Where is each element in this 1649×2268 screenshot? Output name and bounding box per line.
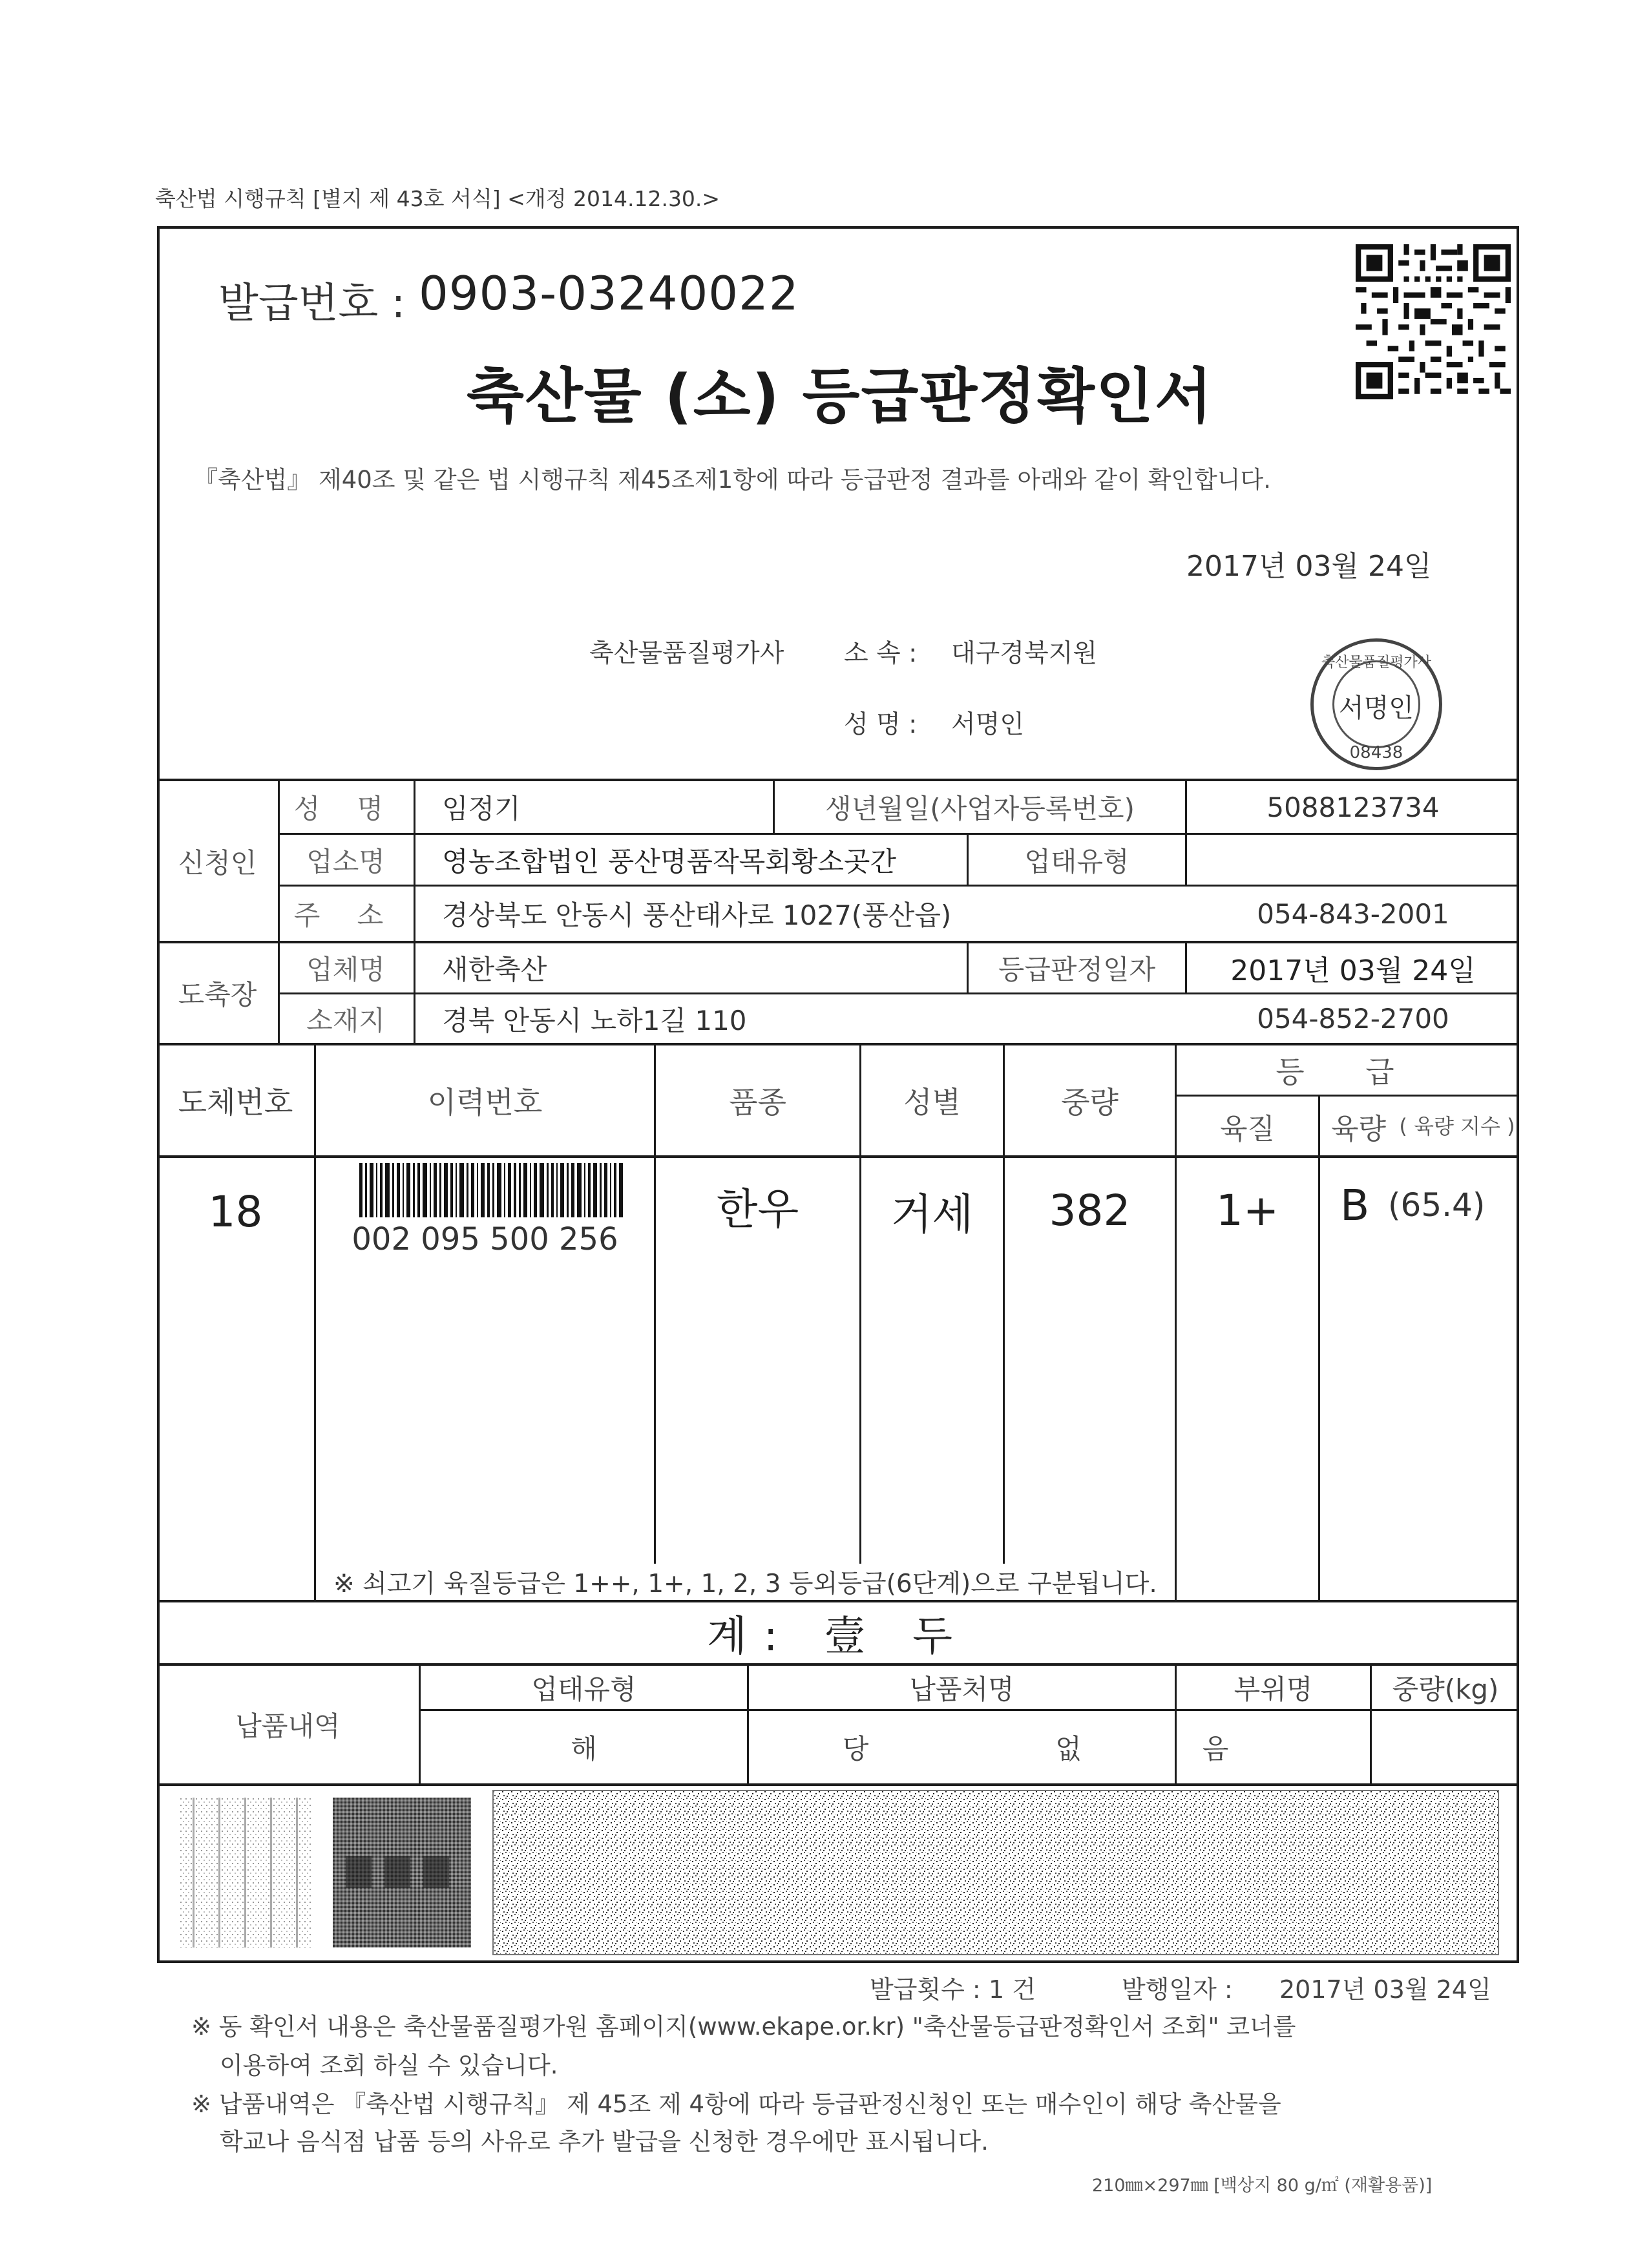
footnote-1: ※ 동 확인서 내용은 축산물품질평가원 홈페이지(www.ekape.or.kr) "축산물등급판정확인서 조회" 코너를 <box>191 2013 1296 2041</box>
applicant-business-label: 업소명 <box>306 845 385 877</box>
footnote-2-cont: 학교나 음식점 납품 등의 사유로 추가 발급을 신청한 경우에만 표시됩니다. <box>220 2128 989 2156</box>
stamp-bottom-text: 08438 <box>1349 743 1403 762</box>
slaughterhouse-company: 새한축산 <box>442 954 547 985</box>
applicant-section-label: 신청인 <box>178 846 257 879</box>
rule-delivery-bottom <box>157 1783 1519 1786</box>
rule-carcass-header-bottom <box>157 1155 1519 1158</box>
issue-count-label: 발급횟수 : <box>870 1975 981 2004</box>
applicant-business-type-label: 업태유형 <box>1024 845 1129 877</box>
applicant-phone: 054-843-2001 <box>1257 898 1449 930</box>
delivery-empty-2: 당 <box>842 1733 869 1765</box>
applicant-name-label: 성 명 <box>293 793 398 824</box>
footnote-2: ※ 납품내역은 『축산법 시행규칙』 제 45조 제 4항에 따라 등급판정신청인 또는 매수인이 해당 축산물을 <box>191 2090 1281 2118</box>
th-weight: 중량 <box>1061 1085 1119 1120</box>
vrule-label <box>414 779 415 1043</box>
cell-weight: 382 <box>1049 1185 1131 1235</box>
slaughterhouse-phone: 054-852-2700 <box>1257 1003 1449 1034</box>
stamp-center-text: 서명인 <box>1339 693 1414 723</box>
vrule-carcass-6 <box>1318 1095 1320 1600</box>
issue-count: 1 건 <box>989 1975 1036 2004</box>
grader-name: 서명인 <box>951 710 1025 739</box>
applicant-address: 경상북도 안동시 풍산태사로 1027(풍산읍) <box>442 899 952 931</box>
applicant-name: 임정기 <box>442 793 521 824</box>
cell-yield-index: (65.4) <box>1388 1186 1486 1224</box>
form-reference: 축산법 시행규칙 [별지 제 43호 서식] <개정 2014.12.30.> <box>155 186 720 211</box>
grader-name-label: 성 명 : <box>844 710 918 739</box>
delivery-th-part: 부위명 <box>1234 1673 1313 1705</box>
cell-sex: 거세 <box>890 1189 974 1239</box>
delivery-th-recipient: 납품처명 <box>909 1673 1014 1705</box>
delivery-th-business-type: 업태유형 <box>531 1673 636 1705</box>
th-meat-quality: 육질 <box>1219 1112 1275 1146</box>
grade-note: ※ 쇠고기 육질등급은 1++, 1+, 1, 2, 3 등외등급(6단계)으로 구분됩니다. <box>333 1564 1160 1600</box>
security-pattern-3 <box>492 1790 1499 1955</box>
security-pattern-2 <box>333 1798 471 1948</box>
th-breed: 품종 <box>729 1085 786 1120</box>
th-sex: 성별 <box>903 1085 961 1120</box>
slaughterhouse-location: 경북 안동시 노하1길 110 <box>442 1004 747 1036</box>
cell-carcass-no: 18 <box>208 1186 263 1237</box>
delivery-th-weight: 중량(kg) <box>1392 1673 1499 1705</box>
cell-yield-grade: B <box>1340 1180 1370 1230</box>
th-carcass-no: 도체번호 <box>178 1085 293 1120</box>
security-pattern-1 <box>180 1798 312 1948</box>
applicant-business-type <box>1187 835 1519 885</box>
applicant-business: 영농조합법인 풍산명품작목회황소곳간 <box>442 845 897 877</box>
legal-text: 『축산법』 제40조 및 같은 법 시행규칙 제45조제1항에 따라 등급판정 결과를 아래와 같이 확인합니다. <box>194 466 1272 494</box>
paper-spec: 210㎜×297㎜ [백상지 80 g/㎡ (재활용품)] <box>1092 2176 1433 2196</box>
th-grade: 등 급 <box>1276 1055 1420 1089</box>
delivery-section-label: 납품내역 <box>235 1710 341 1742</box>
cell-trace-no: 002 095 500 256 <box>352 1221 618 1257</box>
barcode-icon <box>359 1163 624 1217</box>
document-title: 축산물 (소) 등급판정확인서 <box>467 362 1213 431</box>
total-count: 계: 壹 두 <box>707 1613 969 1661</box>
slaughterhouse-section-label: 도축장 <box>178 979 257 1011</box>
grader-affiliation: 대구경북지원 <box>951 639 1098 668</box>
document-date: 2017년 03월 24일 <box>1186 550 1432 583</box>
th-yield: 육량 <box>1331 1112 1387 1146</box>
footnote-1-cont: 이용하여 조회 하실 수 있습니다. <box>220 2052 558 2079</box>
grading-date: 2017년 03월 24일 <box>1230 954 1476 987</box>
grader-role: 축산물품질평가사 <box>589 639 784 668</box>
applicant-address-label: 주 소 <box>293 899 398 931</box>
applicant-regno: 5088123734 <box>1266 791 1440 823</box>
slaughterhouse-location-label: 소재지 <box>306 1004 385 1036</box>
stamp-top-text: 축산물품질평가사 <box>1321 654 1432 671</box>
issue-date: 2017년 03월 24일 <box>1279 1975 1491 2004</box>
issue-number: 0903-03240022 <box>419 266 799 320</box>
cell-breed: 한우 <box>716 1184 799 1234</box>
grader-affiliation-label: 소 속 : <box>844 639 918 668</box>
delivery-empty-1: 해 <box>571 1733 597 1765</box>
issue-number-label: 발급번호 : <box>218 280 406 328</box>
issue-date-label: 발행일자 : <box>1122 1975 1233 2004</box>
applicant-regno-label: 생년월일(사업자등록번호) <box>824 793 1135 824</box>
delivery-empty-4: 음 <box>1202 1733 1229 1765</box>
cell-quality: 1+ <box>1215 1185 1279 1235</box>
slaughterhouse-company-label: 업체명 <box>306 954 385 985</box>
delivery-empty-3: 없 <box>1055 1733 1082 1765</box>
th-trace-no: 이력번호 <box>427 1085 543 1120</box>
grading-date-label: 등급판정일자 <box>998 954 1156 985</box>
qr-code-icon <box>1356 239 1511 404</box>
th-yield-index: ( 육량 지수 ) <box>1399 1113 1515 1139</box>
